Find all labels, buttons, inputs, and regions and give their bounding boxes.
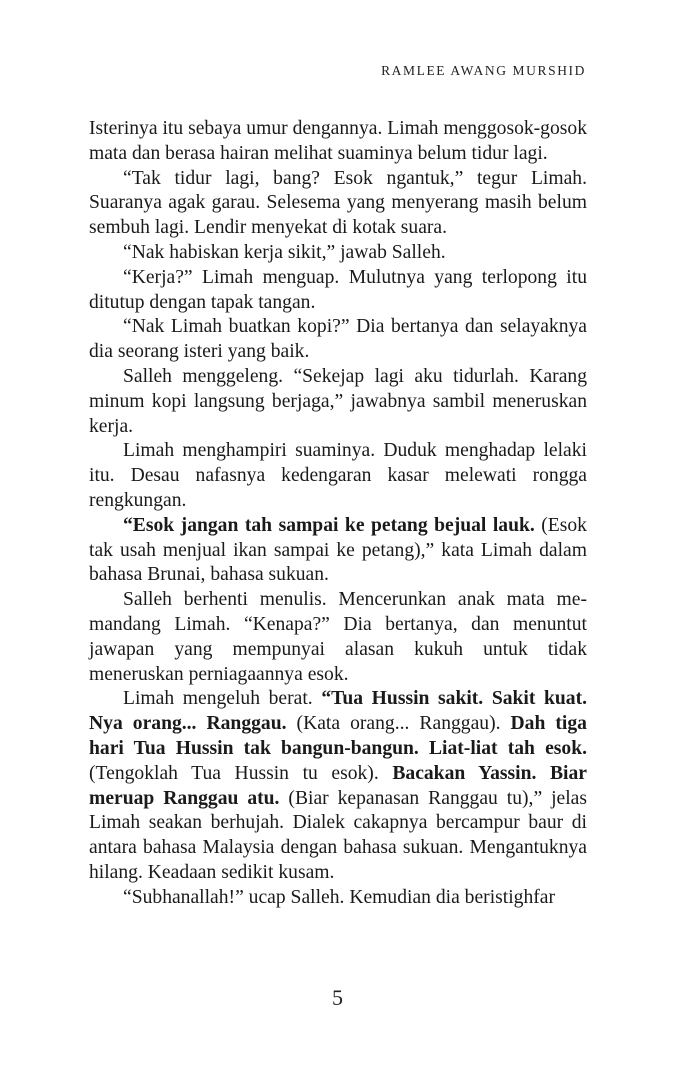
paragraph-text: Salleh berhenti menulis. Mencerunkan anak mata memandang Limah. “Kenapa?” Dia bertanya, dan menuntut jawapan yang mempunyai alasan kukuh untuk tidak meneruskan perniagaannya esok. (89, 589, 587, 685)
paragraph-text: Salleh menggeleng. “Sekejap lagi aku tidurlah. Karang minum kopi langsung berjaga,” jawabnya sambil meneruskan kerja. (89, 365, 587, 437)
paragraph (89, 241, 587, 266)
paragraph (89, 315, 587, 365)
paragraph (89, 167, 587, 241)
paragraph-text: “Subhanallah!” ucap Salleh. Kemudian dia beristighfar (123, 886, 556, 908)
dialect-bold-text: “Esok jangan tah sampai ke petang bejual lauk. (123, 514, 535, 536)
dialect-bold-text: Bacakan Yassin. Biar meruap Ranggau atu. (89, 762, 587, 809)
paragraph (89, 514, 587, 588)
paragraph (89, 117, 587, 167)
paragraph-text: (Kata orang... Ranggau). (286, 713, 511, 735)
running-head: RAMLEE AWANG MURSHID (381, 63, 586, 78)
paragraph (89, 588, 587, 687)
dialect-bold-text: “Tua Hussin sakit. Sakit kuat. Nya orang... Ranggau. (89, 688, 588, 735)
paragraph-text: Limah mengeluh berat. (123, 688, 322, 710)
paragraph-text: (Esok tak usah menjual ikan sampai ke petang),” kata Limah dalam bahasa Brunai, bahasa sukuan. (89, 514, 587, 586)
paragraph-text: “Nak habiskan kerja sikit,” jawab Salleh. (123, 241, 446, 263)
paragraph (89, 886, 587, 911)
paragraph-text: “Tak tidur lagi, bang? Esok ngantuk,” tegur Limah. Suaranya agak garau. Selesema yang menyerang masih belum sembuh lagi. Lendir menyekat di kotak suara. (89, 167, 587, 239)
body-text (89, 117, 587, 911)
paragraph-text: “Nak Limah buatkan kopi?” Dia bertanya dan selayaknya dia seorang isteri yang baik. (89, 316, 587, 363)
paragraph (89, 266, 587, 316)
page-number: 5 (332, 985, 343, 1010)
paragraph-text: Isterinya itu sebaya umur dengannya. Limah menggosok-gosok mata dan berasa hairan melihat suaminya belum tidur lagi. (89, 118, 587, 164)
paragraph (89, 365, 587, 439)
paragraph-text: “Kerja?” Limah menguap. Mulutnya yang terlopong itu ditutup dengan tapak tangan. (89, 266, 587, 313)
paragraph (89, 687, 587, 885)
paragraph (89, 439, 587, 513)
paragraph-text: (Tengoklah Tua Hussin tu esok). (89, 762, 393, 784)
paragraph-text: Limah menghampiri suaminya. Duduk menghadap lelaki itu. Desau nafasnya kedengaran kasar melewati rongga rengkungan. (89, 440, 587, 511)
paragraph-text: (Biar kepanasan Ranggau tu),” jelas Limah seakan berhujah. Dialek cakapnya bercampur baur di antara bahasa Malaysia dengan bahasa sukuan. Mengantuknya hilang. Keadaan sedikit kusam. (89, 787, 587, 883)
dialect-bold-text: Dah tiga hari Tua Hussin tak bangun-bangun. Liat-liat tah esok. (89, 713, 587, 759)
